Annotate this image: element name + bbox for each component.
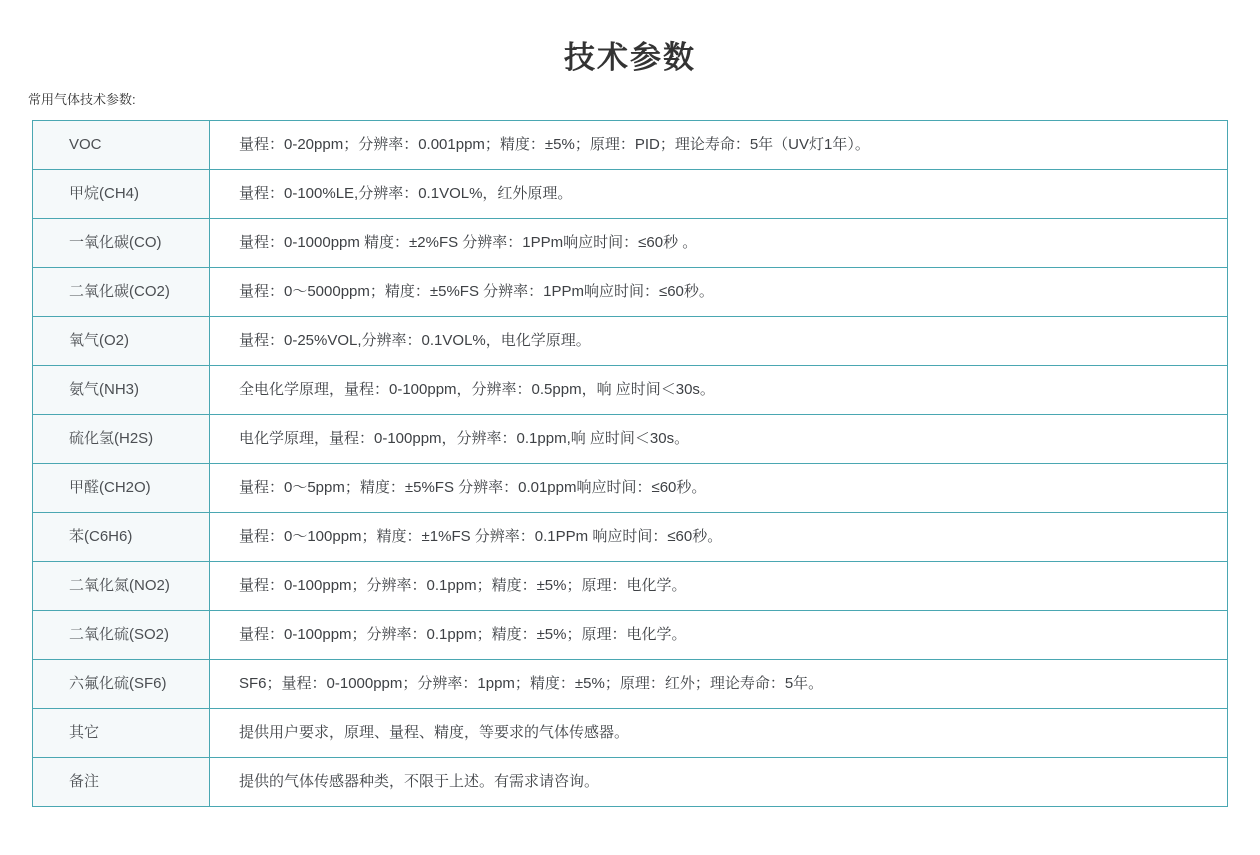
gas-spec-cell: 量程：0-100%LE,分辨率：0.1VOL%，红外原理。 [210,170,1228,219]
table-caption: 常用气体技术参数: [28,91,136,107]
gas-spec-cell: 全电化学原理，量程：0-100ppm，分辨率：0.5ppm，响 应时间＜30s。 [210,366,1228,415]
gas-name-cell: 苯(C6H6) [33,513,210,562]
table-row [33,268,1228,317]
gas-spec-cell: 量程：0-100ppm；分辨率：0.1ppm；精度：±5%；原理：电化学。 [210,562,1228,611]
gas-spec-cell: 电化学原理，量程：0-100ppm，分辨率：0.1ppm,响 应时间＜30s。 [210,415,1228,464]
gas-spec-cell: 提供用户要求，原理、量程、精度，等要求的气体传感器。 [210,709,1228,758]
page-title: 技术参数 [564,40,696,75]
table-row [33,121,1228,170]
gas-spec-cell: 提供的气体传感器种类，不限于上述。有需求请咨询。 [210,758,1228,807]
gas-name-cell: 二氧化氮(NO2) [33,562,210,611]
gas-name-cell: 二氧化硫(SO2) [33,611,210,660]
gas-spec-cell: 量程：0～100ppm；精度：±1%FS 分辨率：0.1PPm 响应时间：≤60秒。 [210,513,1228,562]
gas-name-cell: 其它 [33,709,210,758]
table-row [33,170,1228,219]
gas-name-cell: 备注 [33,758,210,807]
gas-name-cell: 氨气(NH3) [33,366,210,415]
spec-table-body [33,121,1228,807]
table-row [33,611,1228,660]
table-row [33,513,1228,562]
table-row [33,758,1228,807]
gas-spec-cell: SF6；量程：0-1000ppm；分辨率：1ppm；精度：±5%；原理：红外；理论寿命：5年。 [210,660,1228,709]
gas-spec-cell: 量程：0～5ppm；精度：±5%FS 分辨率：0.01ppm响应时间：≤60秒。 [210,464,1228,513]
table-row [33,415,1228,464]
gas-name-cell: 一氧化碳(CO) [33,219,210,268]
gas-name-cell: 硫化氢(H2S) [33,415,210,464]
gas-name-cell: 氧气(O2) [33,317,210,366]
gas-name-cell: 甲醛(CH2O) [33,464,210,513]
gas-spec-cell: 量程：0-20ppm；分辨率：0.001ppm；精度：±5%；原理：PID；理论寿命：5年（UV灯1年）。 [210,121,1228,170]
gas-spec-cell: 量程：0～5000ppm；精度：±5%FS 分辨率：1PPm响应时间：≤60秒。 [210,268,1228,317]
gas-spec-cell: 量程：0-1000ppm 精度：±2%FS 分辨率：1PPm响应时间：≤60秒 。 [210,219,1228,268]
table-row [33,562,1228,611]
table-row [33,464,1228,513]
gas-spec-table [32,120,1228,807]
gas-name-cell: 六氟化硫(SF6) [33,660,210,709]
table-row [33,317,1228,366]
table-row [33,709,1228,758]
table-row [33,219,1228,268]
gas-name-cell: 二氧化碳(CO2) [33,268,210,317]
gas-spec-cell: 量程：0-100ppm；分辨率：0.1ppm；精度：±5%；原理：电化学。 [210,611,1228,660]
gas-spec-cell: 量程：0-25%VOL,分辨率：0.1VOL%，电化学原理。 [210,317,1228,366]
gas-name-cell: VOC [33,121,210,170]
table-row [33,660,1228,709]
gas-name-cell: 甲烷(CH4) [33,170,210,219]
table-row [33,366,1228,415]
